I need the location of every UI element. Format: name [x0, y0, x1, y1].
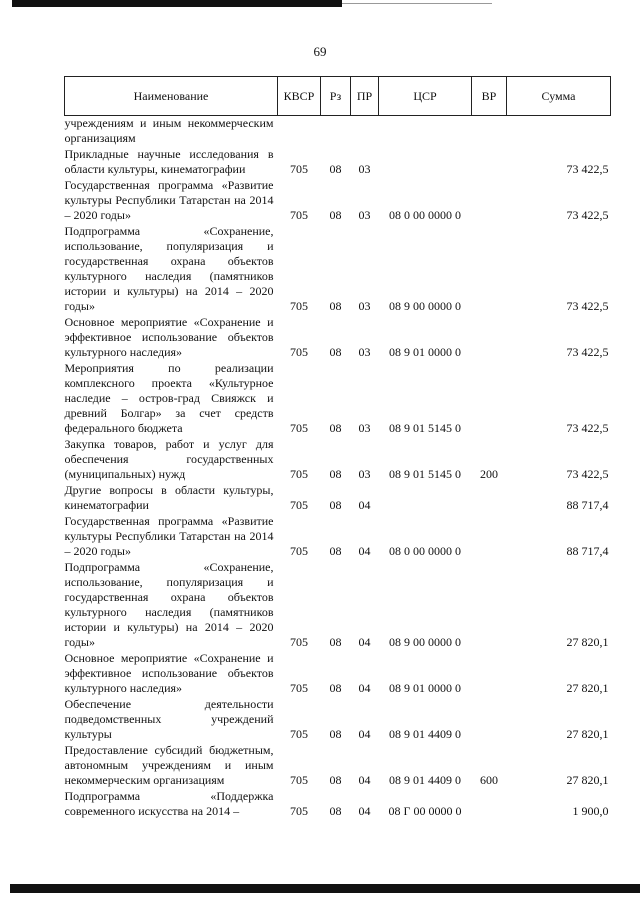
cell-name: Подпрограмма «Сохранение, использование, популяризация и государственная охрана объектов культурного наследия (памятников истории и культуры) на 2014 – 2020 годы»	[64, 224, 274, 313]
cell-kvsr: 705	[290, 681, 308, 695]
cell-name: Предоставление субсидий бюджетным, автономным учреждениям и иным некоммерческим организациям	[64, 743, 274, 787]
cell-vr: 600	[480, 773, 498, 787]
cell-rz: 08	[329, 773, 342, 787]
cell-pr: 03	[358, 162, 371, 176]
table-row	[65, 483, 611, 514]
cell-kvsr: 705	[290, 208, 308, 222]
cell-name: Подпрограмма «Поддержка современного искусства на 2014 –	[64, 789, 274, 818]
cell-csr: 08 9 01 5145 0	[389, 421, 461, 435]
cell-vr	[472, 560, 507, 651]
cell-kvsr: 705	[290, 544, 308, 558]
budget-table	[64, 76, 611, 820]
cell-pr: 04	[358, 635, 371, 649]
cell-sum: 27 820,1	[566, 727, 609, 741]
cell-csr: 08 Г 00 0000 0	[388, 804, 462, 818]
cell-name: учреждениям и иным некоммерческим организациям	[64, 116, 274, 145]
cell-pr	[351, 116, 379, 148]
header-pr: ПР	[351, 77, 379, 116]
cell-sum: 73 422,5	[566, 208, 609, 222]
cell-vr	[472, 147, 507, 178]
header-csr: ЦСР	[379, 77, 472, 116]
cell-sum	[507, 116, 611, 148]
cell-csr	[379, 147, 472, 178]
cell-vr	[472, 224, 507, 315]
table-row	[65, 697, 611, 743]
cell-kvsr: 705	[290, 162, 308, 176]
cell-pr: 03	[358, 421, 371, 435]
table-row	[65, 315, 611, 361]
table-row	[65, 116, 611, 148]
table-row	[65, 437, 611, 483]
scan-edge-top-thin	[342, 3, 492, 4]
cell-vr	[472, 697, 507, 743]
cell-rz: 08	[329, 804, 342, 818]
budget-table-wrapper	[64, 76, 610, 820]
cell-rz: 08	[329, 162, 342, 176]
cell-csr: 08 9 01 5145 0	[389, 467, 461, 481]
table-row	[65, 743, 611, 789]
cell-kvsr: 705	[290, 635, 308, 649]
cell-sum: 27 820,1	[566, 681, 609, 695]
cell-sum: 73 422,5	[566, 162, 609, 176]
cell-sum: 27 820,1	[566, 635, 609, 649]
cell-rz: 08	[329, 345, 342, 359]
cell-name: Подпрограмма «Сохранение, использование, популяризация и государственная охрана объектов культурного наследия (памятников истории и культуры) на 2014 – 2020 годы»	[64, 560, 274, 649]
cell-vr	[472, 483, 507, 514]
cell-csr	[379, 483, 472, 514]
cell-pr: 04	[358, 498, 371, 512]
cell-pr: 03	[358, 467, 371, 481]
cell-sum: 73 422,5	[566, 345, 609, 359]
cell-name: Государственная программа «Развитие культуры Республики Татарстан на 2014 – 2020 годы»	[64, 514, 274, 558]
cell-csr: 08 0 00 0000 0	[389, 544, 461, 558]
cell-sum: 73 422,5	[566, 299, 609, 313]
cell-csr: 08 9 01 4409 0	[389, 727, 461, 741]
cell-csr: 08 9 01 0000 0	[389, 345, 461, 359]
cell-kvsr: 705	[290, 727, 308, 741]
cell-name: Закупка товаров, работ и услуг для обеспечения государственных (муниципальных) нужд	[64, 437, 274, 481]
cell-pr: 03	[358, 299, 371, 313]
cell-pr: 03	[358, 208, 371, 222]
cell-vr	[472, 651, 507, 697]
cell-rz: 08	[329, 299, 342, 313]
cell-sum: 1 900,0	[572, 804, 609, 818]
cell-rz: 08	[329, 208, 342, 222]
cell-name: Другие вопросы в области культуры, кинематографии	[64, 483, 274, 512]
cell-sum: 73 422,5	[566, 421, 609, 435]
cell-sum: 88 717,4	[566, 498, 609, 512]
header-rz: Рз	[321, 77, 351, 116]
cell-name: Мероприятия по реализации комплексного проекта «Культурное наследие – остров-град Свияжск и древний Болгар» за счет средств федерального бюджета	[64, 361, 274, 435]
cell-sum: 73 422,5	[566, 467, 609, 481]
cell-kvsr: 705	[290, 421, 308, 435]
cell-csr: 08 9 01 4409 0	[389, 773, 461, 787]
cell-name: Прикладные научные исследования в области культуры, кинематографии	[64, 147, 274, 176]
cell-pr: 04	[358, 544, 371, 558]
table-row	[65, 224, 611, 315]
cell-csr: 08 9 00 0000 0	[389, 299, 461, 313]
cell-kvsr: 705	[290, 804, 308, 818]
cell-vr	[472, 514, 507, 560]
cell-pr: 04	[358, 681, 371, 695]
cell-csr: 08 9 01 0000 0	[389, 681, 461, 695]
cell-sum: 88 717,4	[566, 544, 609, 558]
cell-kvsr: 705	[290, 299, 308, 313]
cell-pr: 04	[358, 804, 371, 818]
header-vr: ВР	[472, 77, 507, 116]
cell-pr: 04	[358, 727, 371, 741]
cell-rz: 08	[329, 635, 342, 649]
cell-csr: 08 9 00 0000 0	[389, 635, 461, 649]
cell-pr: 04	[358, 773, 371, 787]
cell-vr	[472, 178, 507, 224]
cell-rz: 08	[329, 544, 342, 558]
cell-kvsr	[278, 116, 321, 148]
scan-edge-top	[12, 0, 342, 7]
cell-csr	[379, 116, 472, 148]
cell-vr	[472, 789, 507, 820]
table-row	[65, 789, 611, 820]
cell-rz: 08	[329, 681, 342, 695]
cell-pr: 03	[358, 345, 371, 359]
table-row	[65, 514, 611, 560]
header-kvsr: КВСР	[278, 77, 321, 116]
cell-name: Обеспечение деятельности подведомственных учреждений культуры	[64, 697, 274, 741]
cell-kvsr: 705	[290, 345, 308, 359]
cell-kvsr: 705	[290, 773, 308, 787]
cell-name: Основное мероприятие «Сохранение и эффективное использование объектов культурного наследия»	[64, 651, 274, 695]
cell-name: Основное мероприятие «Сохранение и эффективное использование объектов культурного наследия»	[64, 315, 274, 359]
scan-edge-bottom	[10, 884, 640, 893]
header-name: Наименование	[65, 77, 278, 116]
cell-rz: 08	[329, 727, 342, 741]
cell-kvsr: 705	[290, 467, 308, 481]
cell-kvsr: 705	[290, 498, 308, 512]
table-row	[65, 147, 611, 178]
cell-vr	[472, 315, 507, 361]
cell-rz: 08	[329, 467, 342, 481]
cell-csr: 08 0 00 0000 0	[389, 208, 461, 222]
table-header-row	[65, 77, 611, 116]
cell-name: Государственная программа «Развитие культуры Республики Татарстан на 2014 – 2020 годы»	[64, 178, 274, 222]
table-row	[65, 651, 611, 697]
cell-sum: 27 820,1	[566, 773, 609, 787]
cell-vr	[472, 116, 507, 148]
cell-rz	[321, 116, 351, 148]
table-row	[65, 560, 611, 651]
table-row	[65, 361, 611, 437]
page-number: 69	[313, 44, 327, 59]
table-row	[65, 178, 611, 224]
cell-rz: 08	[329, 421, 342, 435]
cell-vr: 200	[480, 467, 498, 481]
cell-vr	[472, 361, 507, 437]
header-sum: Сумма	[507, 77, 611, 116]
cell-rz: 08	[329, 498, 342, 512]
